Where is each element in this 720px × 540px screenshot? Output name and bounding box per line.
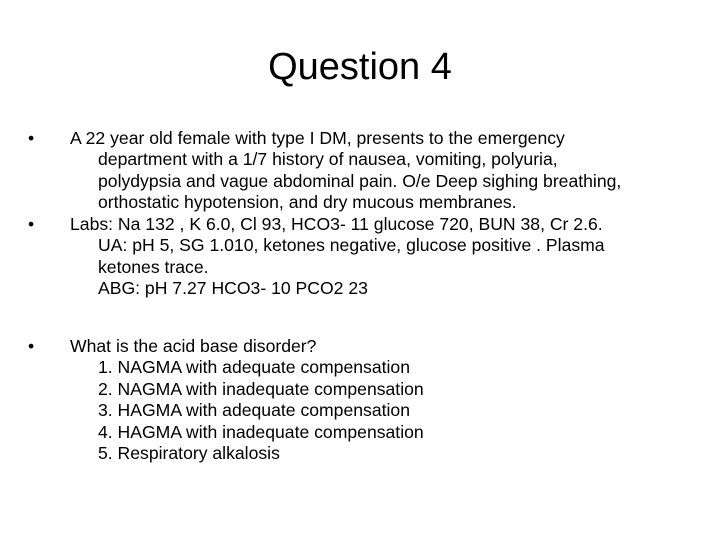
bullet-case-presentation: [28, 128, 688, 214]
answer-option: 1. NAGMA with adequate compensation: [98, 357, 410, 378]
answer-option: 2. NAGMA with inadequate compensation: [98, 378, 424, 399]
bullet-labs: [28, 214, 688, 300]
bullet-line: polydypsia and vague abdominal pain. O/e Deep sighing breathing,: [98, 170, 622, 191]
bullet-question: [28, 336, 688, 464]
bullet-line: department with a 1/7 history of nausea, vomiting, polyuria,: [98, 149, 558, 170]
question-line: What is the acid base disorder?: [70, 336, 317, 356]
bullet-dot: •: [28, 128, 35, 148]
answer-option: 4. HAGMA with inadequate compensation: [98, 421, 424, 442]
bullet-line: A 22 year old female with type I DM, presents to the emergency: [70, 128, 565, 148]
bullet-line: ketones trace.: [98, 256, 209, 277]
bullet-dot: •: [28, 336, 35, 356]
bullet-line: orthostatic hypotension, and dry mucous membranes.: [98, 192, 517, 213]
bullet-dot: •: [28, 214, 35, 234]
bullet-line: ABG: pH 7.27 HCO3- 10 PCO2 23: [98, 278, 368, 299]
answer-option: 5. Respiratory alkalosis: [98, 443, 280, 464]
bullet-line: UA: pH 5, SG 1.010, ketones negative, glucose positive . Plasma: [98, 235, 605, 256]
bullet-text: [70, 214, 688, 300]
bullet-text: [70, 336, 688, 464]
bullet-text: [70, 128, 688, 214]
bullet-line: Labs: Na 132 , K 6.0, Cl 93, HCO3- 11 glucose 720, BUN 38, Cr 2.6.: [70, 214, 603, 234]
slide-title: Question 4: [268, 46, 452, 88]
answer-option: 3. HAGMA with adequate compensation: [98, 400, 410, 421]
